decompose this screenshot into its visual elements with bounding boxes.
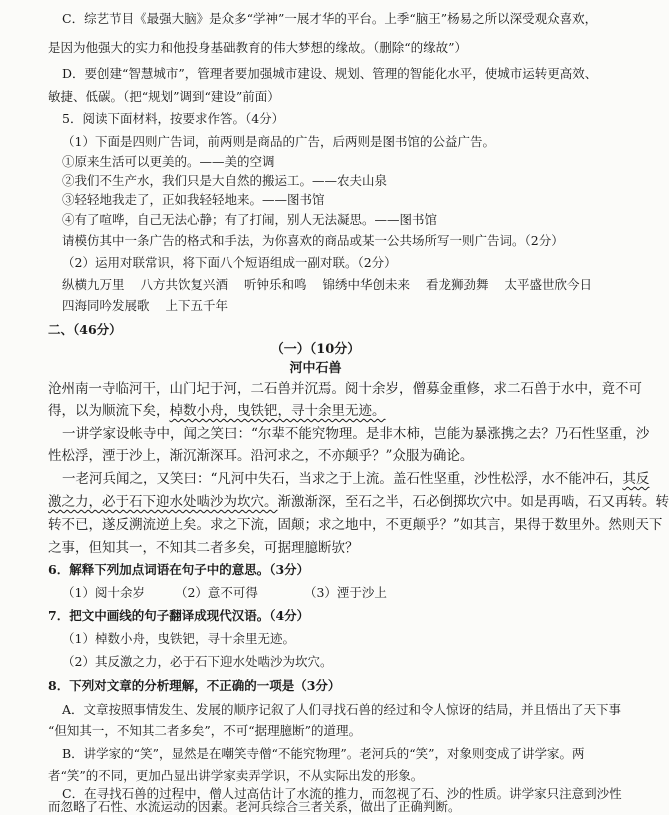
- passage-title: 河中石兽: [289, 361, 342, 376]
- q8-option-a-line2: “但知其一，不知其二者多矣”，不可“据理臆断”的道理。: [48, 723, 362, 738]
- question-6-items: [62, 585, 387, 601]
- phrase: 锦绣中华创未来: [322, 277, 411, 292]
- q8-option-c-line2: 而忽略了石性、水流运动的因素。老河兵综合三者关系，做出了正确判断。: [48, 799, 461, 814]
- q8-option-b-line2: 者“笑”的不同，更加凸显出讲学家卖弄学识，不从实际出发的形象。: [48, 768, 424, 783]
- underlined-sentence-2b: 激之力，必于石下迎水处啮沙为坎穴。: [48, 494, 278, 510]
- couplet-phrases-row1: [62, 277, 604, 293]
- option-c-line2: 是因为他强大的实力和他投身基础教育的伟大梦想的缘故。（删除“的缘故”）: [48, 40, 468, 55]
- underlined-sentence-1: 棹数小舟，曳铁钯，寻十余里无迹。: [169, 403, 386, 419]
- phrase: 看龙狮劲舞: [426, 277, 489, 292]
- q5-part1: （1）下面是四则广告词，前两则是商品的广告，后两则是图书馆的公益广告。: [62, 134, 495, 149]
- passage-p2-line1: 一讲学家设帐寺中，闻之笑曰：“尔辈不能究物理。是非木柿，岂能为暴涨携之去？乃石性坚重，沙: [62, 426, 650, 442]
- phrase: 纵横九万里: [62, 277, 125, 292]
- passage-p2-line2: 性松浮，湮于沙上，渐沉渐深耳。沿河求之，不亦颠乎？”众服为确论。: [48, 448, 474, 464]
- question-6: 6．解释下列加点词语在句子中的意思。（3分）: [48, 562, 310, 577]
- q8-option-b-line1: B．讲学家的“笑”，显然是在嘲笑寺僧“不能究物理”。老河兵的“笑”，对象则变成了讲学家。两: [62, 746, 585, 761]
- q5-instruction: 请模仿其中一条广告的格式和手法，为你喜欢的商品或某一公共场所写一则广告词。（2分）: [62, 233, 564, 248]
- passage-p3-line2: 激之力，必于石下迎水处啮沙为坎穴。渐激渐深，至石之半，石必倒掷坎穴中。如是再啮，石又再转。转: [48, 494, 669, 510]
- q8-option-c-line1: C．在寻找石兽的过程中，僧人过高估计了水流的推力，而忽视了石、沙的性质。讲学家只注意到沙性: [62, 786, 622, 801]
- q5-part2: （2）运用对联常识，将下面八个短语组成一副对联。（2分）: [62, 255, 397, 270]
- question-5: 5．阅读下面材料，按要求作答。（4分）: [62, 111, 285, 126]
- couplet-phrases-row2: [62, 298, 240, 314]
- q6-item-2: （2）意不可得: [174, 585, 258, 600]
- passage-p1-line2: 得，以为顺流下矣，棹数小舟，曳铁钯，寻十余里无迹。: [48, 403, 386, 419]
- subsection-heading: （一）（10分）: [270, 342, 361, 357]
- ad-1: ①原来生活可以更美的。——美的空调: [62, 154, 275, 169]
- passage-p3-line3: 转不已，遂反溯流逆上矣。求之下流，固颠；求之地中，不更颠乎？”如其言，果得于数里外。然则天下: [48, 517, 663, 533]
- q8-option-a-line1: A．文章按照事情发生、发展的顺序记叙了人们寻找石兽的经过和令人惊讶的结局，并且悟出了天下事: [62, 702, 622, 717]
- question-8: 8．下列对文章的分析理解，不正确的一项是（3分）: [48, 678, 341, 693]
- phrase: 太平盛世欣今日: [504, 277, 593, 292]
- passage-p3-line1: 一老河兵闻之，又笑曰：“凡河中失石，当求之于上流。盖石性坚重，沙性松浮，水不能冲石，其反: [62, 471, 650, 487]
- ad-4: ④有了喧哗，自己无法心静；有了打闹，别人无法凝思。——图书馆: [62, 212, 438, 227]
- q6-item-3: （3）湮于沙上: [303, 585, 387, 600]
- passage-p1-line1: 沧州南一寺临河干，山门圮于河，二石兽并沉焉。阅十余岁，僧募金重修，求二石兽于水中，竟不可: [48, 381, 642, 397]
- phrase: 听钟乐和鸣: [244, 277, 307, 292]
- q7-item-2: （2）其反激之力，必于石下迎水处啮沙为坎穴。: [62, 654, 333, 669]
- phrase: 上下五千年: [165, 298, 229, 313]
- q6-item-1: （1）阅十余岁: [62, 585, 145, 600]
- underlined-sentence-2a: 其反: [622, 471, 650, 487]
- ad-2: ②我们不生产水，我们只是大自然的搬运工。——农夫山泉: [62, 173, 388, 188]
- section-2-heading: 二、（46分）: [48, 322, 122, 337]
- phrase: 八方共饮复兴酒: [140, 277, 229, 292]
- option-c-line1: C．综艺节目《最强大脑》是众多“学神”一展才华的平台。上季“脑王”杨易之所以深受观众喜欢，: [62, 11, 598, 26]
- ad-3: ③轻轻地我走了，正如我轻轻地来。——图书馆: [62, 192, 325, 207]
- q7-item-1: （1）棹数小舟，曳铁钯，寻十余里无迹。: [62, 631, 295, 646]
- option-d-line2: 敏捷、低碳。（把“规划”调到“建设”前面）: [48, 89, 280, 104]
- option-d-line1: D．要创建“智慧城市”，管理者要加强城市建设、规划、管理的智能化水平，使城市运转更高效、: [62, 66, 598, 81]
- question-7: 7．把文中画线的句子翻译成现代汉语。（4分）: [48, 608, 310, 623]
- phrase: 四海同吟发展歌: [62, 298, 150, 313]
- passage-p3-line4: 之事，但知其一，不知其二者多矣，可据理臆断欤？: [48, 540, 359, 556]
